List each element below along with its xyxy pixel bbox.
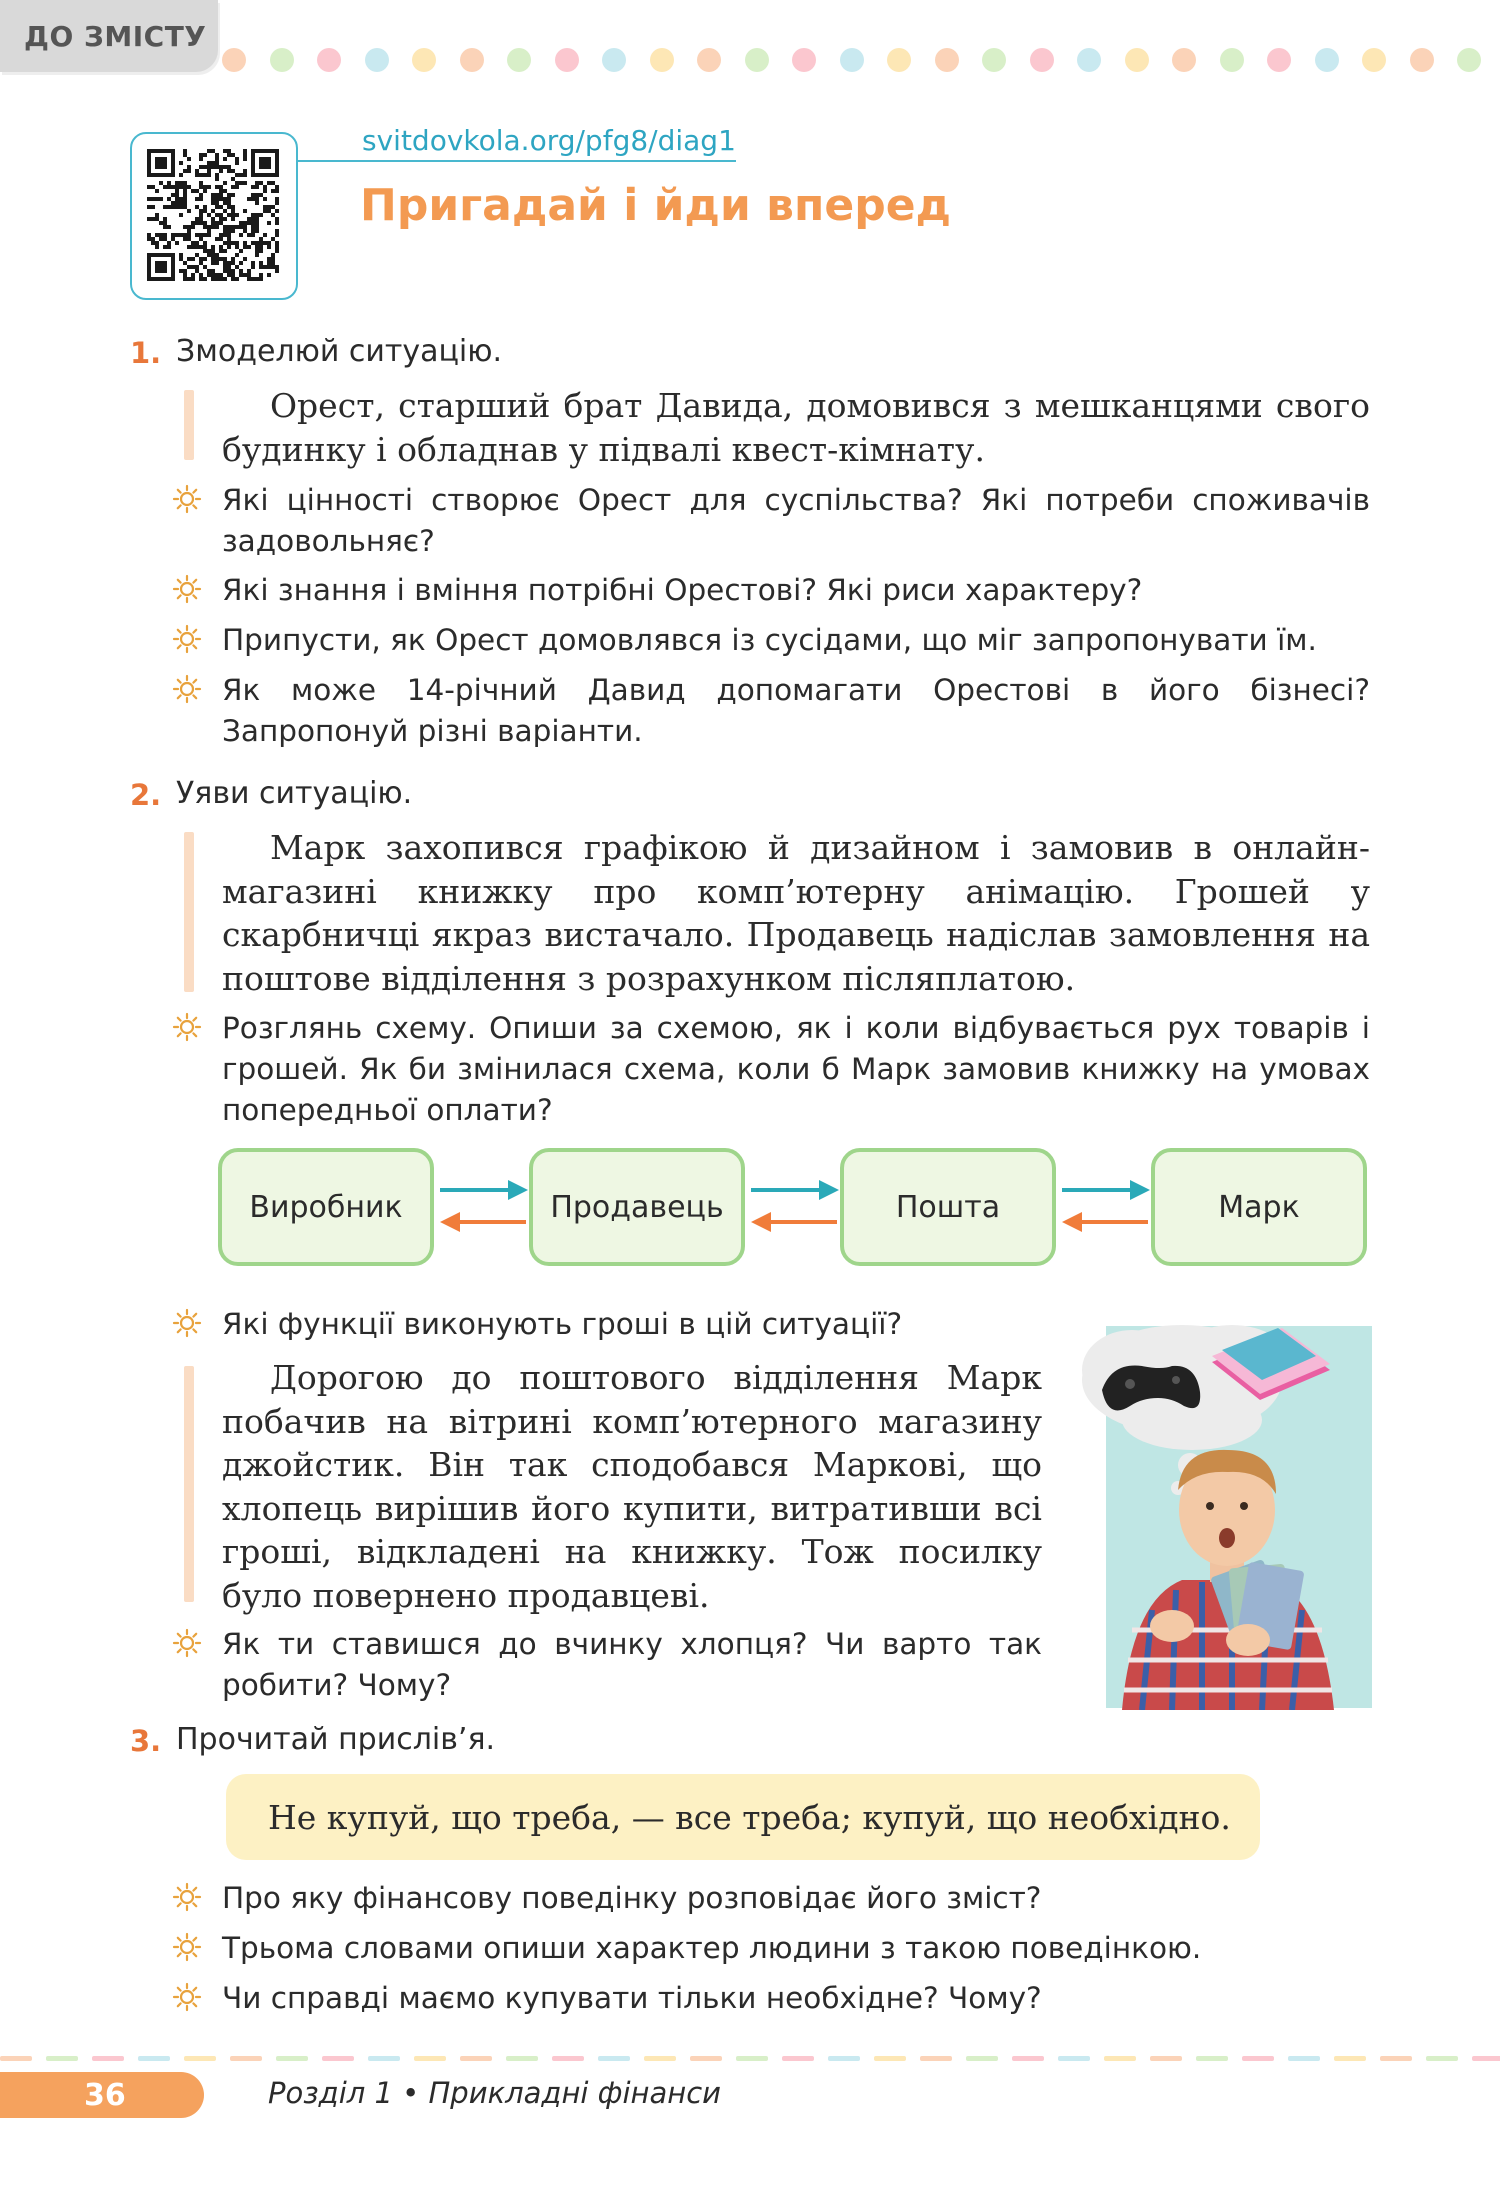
footer-dash <box>1472 2056 1500 2061</box>
flow-box-mark: Марк <box>1151 1148 1367 1266</box>
story-2: Марк захопився графікою й дизайном і замовив в онлайн-магазині книжку про комп’ютерну анімацію. Грошей у скарбничці якраз вистачало. Продавець надіслав замовлення на поштове відділення з розрахунком післяплатою. <box>222 828 1370 998</box>
footer-dash <box>1104 2056 1136 2061</box>
footer-dash <box>552 2056 584 2061</box>
question-text: Які цінності створює Орест для суспільства? Які потреби споживачів задовольняє? <box>222 483 1370 558</box>
footer-dash <box>1334 2056 1366 2061</box>
footer-dash <box>184 2056 216 2061</box>
decorative-dot <box>1267 48 1291 72</box>
qr-code[interactable] <box>130 132 298 300</box>
story-1-bar <box>184 390 194 460</box>
footer-dash <box>460 2056 492 2061</box>
footer-dash <box>322 2056 354 2061</box>
question-text: Про яку фінансову поведінку розповідає його зміст? <box>222 1881 1042 1915</box>
money-arrowhead <box>751 1212 771 1232</box>
story-3: Дорогою до поштового відділення Марк побачив на вітрині комп’ютерного магазину джойстик. Він так сподобався Маркові, що хлопець вирішив його купити, витративши всі гроші, відкладені на книжку. Тож посилку було повернено продавцеві. <box>222 1358 1042 1615</box>
sun-icon <box>172 484 202 514</box>
flow-box-post: Пошта <box>840 1148 1056 1266</box>
decorative-dot <box>365 48 389 72</box>
decorative-dot <box>507 48 531 72</box>
decorative-dot <box>222 48 246 72</box>
story-3-bar <box>184 1366 194 1602</box>
decorative-dot <box>317 48 341 72</box>
question-text: Які функції виконують гроші в цій ситуації? <box>222 1307 903 1341</box>
goods-arrowhead <box>1130 1180 1150 1200</box>
decorative-dot <box>745 48 769 72</box>
page-number: 36 <box>84 2078 126 2113</box>
footer-dash <box>1288 2056 1320 2061</box>
footer-dash <box>92 2056 124 2061</box>
decorative-dot <box>792 48 816 72</box>
decorative-dot <box>650 48 674 72</box>
question-text: Трьома словами опиши характер людини з такою поведінкою. <box>222 1931 1202 1965</box>
footer-dash <box>1012 2056 1044 2061</box>
footer-divider <box>0 2056 1500 2062</box>
decorative-dot <box>270 48 294 72</box>
sun-icon <box>172 574 202 604</box>
decorative-dot <box>602 48 626 72</box>
footer-dash <box>0 2056 32 2061</box>
footer-dash <box>782 2056 814 2061</box>
task-1-text: Змоделюй ситуацію. <box>176 334 503 369</box>
proverb-box <box>226 1774 1260 1860</box>
question-text: Чи справді маємо купувати тільки необхідне? Чому? <box>222 1981 1042 2015</box>
decorative-dot <box>1362 48 1386 72</box>
question-text: Розглянь схему. Опиши за схемою, як і коли відбувається рух товарів і грошей. Як би змінилася схема, коли б Марк замовив книжку на умовах попередньої оплати? <box>222 1011 1370 1127</box>
story-2-bar <box>184 832 194 992</box>
task-2-text: Уяви ситуацію. <box>176 776 413 811</box>
page-number-tab <box>0 2072 204 2118</box>
footer-dash <box>1242 2056 1274 2061</box>
footer-dash <box>828 2056 860 2061</box>
footer-dash <box>414 2056 446 2061</box>
decorative-dot <box>840 48 864 72</box>
decorative-dot <box>887 48 911 72</box>
link-underline <box>296 160 736 162</box>
money-arrowhead <box>1062 1212 1082 1232</box>
goods-arrowhead <box>508 1180 528 1200</box>
decorative-dot <box>1220 48 1244 72</box>
sun-icon <box>172 1628 202 1658</box>
money-arrowhead <box>440 1212 460 1232</box>
arrow-pair <box>751 1180 839 1232</box>
proverb-text: Не купуй, що треба, — все треба; купуй, що необхідно. <box>268 1797 1231 1837</box>
question-text: Припусти, як Орест домовлявся із сусідами, що міг запропонувати їм. <box>222 623 1317 657</box>
footer-dash <box>368 2056 400 2061</box>
resource-link[interactable]: svitdovkola.org/pfg8/diag1 <box>362 124 736 157</box>
decorative-dot <box>1315 48 1339 72</box>
decorative-dot <box>1457 48 1481 72</box>
arrow-pair <box>440 1180 528 1232</box>
footer-dash <box>276 2056 308 2061</box>
footer-dash <box>690 2056 722 2061</box>
task-3-text: Прочитай прислів’я. <box>176 1722 496 1757</box>
question-text: Які знання і вміння потрібні Орестові? Які риси характеру? <box>222 573 1143 607</box>
sun-icon <box>172 1012 202 1042</box>
question-text: Як ти ставишся до вчинку хлопця? Чи варто так робити? Чому? <box>222 1627 1042 1702</box>
footer-dash <box>920 2056 952 2061</box>
decorative-dot <box>460 48 484 72</box>
decorative-dots <box>222 48 1497 76</box>
page-title: Пригадай і йди вперед <box>360 180 952 231</box>
qr-code-icon <box>147 149 279 281</box>
decorative-dot <box>555 48 579 72</box>
sun-icon <box>172 1982 202 2012</box>
task-3-number: 3. <box>130 1724 162 1758</box>
footer-dash <box>1426 2056 1458 2061</box>
sun-icon <box>172 624 202 654</box>
footer-dash <box>644 2056 676 2061</box>
sun-icon <box>172 1308 202 1338</box>
flow-box-seller: Продавець <box>529 1148 745 1266</box>
footer-dash <box>138 2056 170 2061</box>
question-text: Як може 14-річний Давид допомагати Орестові в його бізнесі? Запропонуй різні варіанти. <box>222 673 1370 748</box>
decorative-dot <box>1077 48 1101 72</box>
decorative-dot <box>935 48 959 72</box>
decorative-dot <box>1410 48 1434 72</box>
task-2-number: 2. <box>130 778 162 812</box>
footer-dash <box>598 2056 630 2061</box>
task-1-number: 1. <box>130 336 162 370</box>
decorative-dot <box>1125 48 1149 72</box>
footer-dash <box>874 2056 906 2061</box>
boy-illustration <box>1072 1310 1372 1710</box>
footer-dash <box>506 2056 538 2061</box>
flow-box-manufacturer: Виробник <box>218 1148 434 1266</box>
sun-icon <box>172 1932 202 1962</box>
footer-dash <box>1058 2056 1090 2061</box>
footer-dash <box>966 2056 998 2061</box>
footer-dash <box>230 2056 262 2061</box>
section-title: Розділ 1 • Прикладні фінанси <box>268 2076 722 2110</box>
decorative-dot <box>1172 48 1196 72</box>
footer-dash <box>46 2056 78 2061</box>
footer-dash <box>1150 2056 1182 2061</box>
footer-dash <box>736 2056 768 2061</box>
toc-button[interactable] <box>0 0 218 72</box>
decorative-dot <box>1030 48 1054 72</box>
sun-icon <box>172 1882 202 1912</box>
sun-icon <box>172 674 202 704</box>
arrow-pair <box>1062 1180 1150 1232</box>
story-1: Орест, старший брат Давида, домовився з мешканцями свого будинку і обладнав у підвалі квест-кімнату. <box>222 386 1370 469</box>
footer-dash <box>1196 2056 1228 2061</box>
decorative-dot <box>697 48 721 72</box>
goods-arrowhead <box>819 1180 839 1200</box>
toc-label: ДО ЗМІСТУ <box>24 20 207 53</box>
decorative-dot <box>412 48 436 72</box>
decorative-dot <box>982 48 1006 72</box>
footer-dash <box>1380 2056 1412 2061</box>
